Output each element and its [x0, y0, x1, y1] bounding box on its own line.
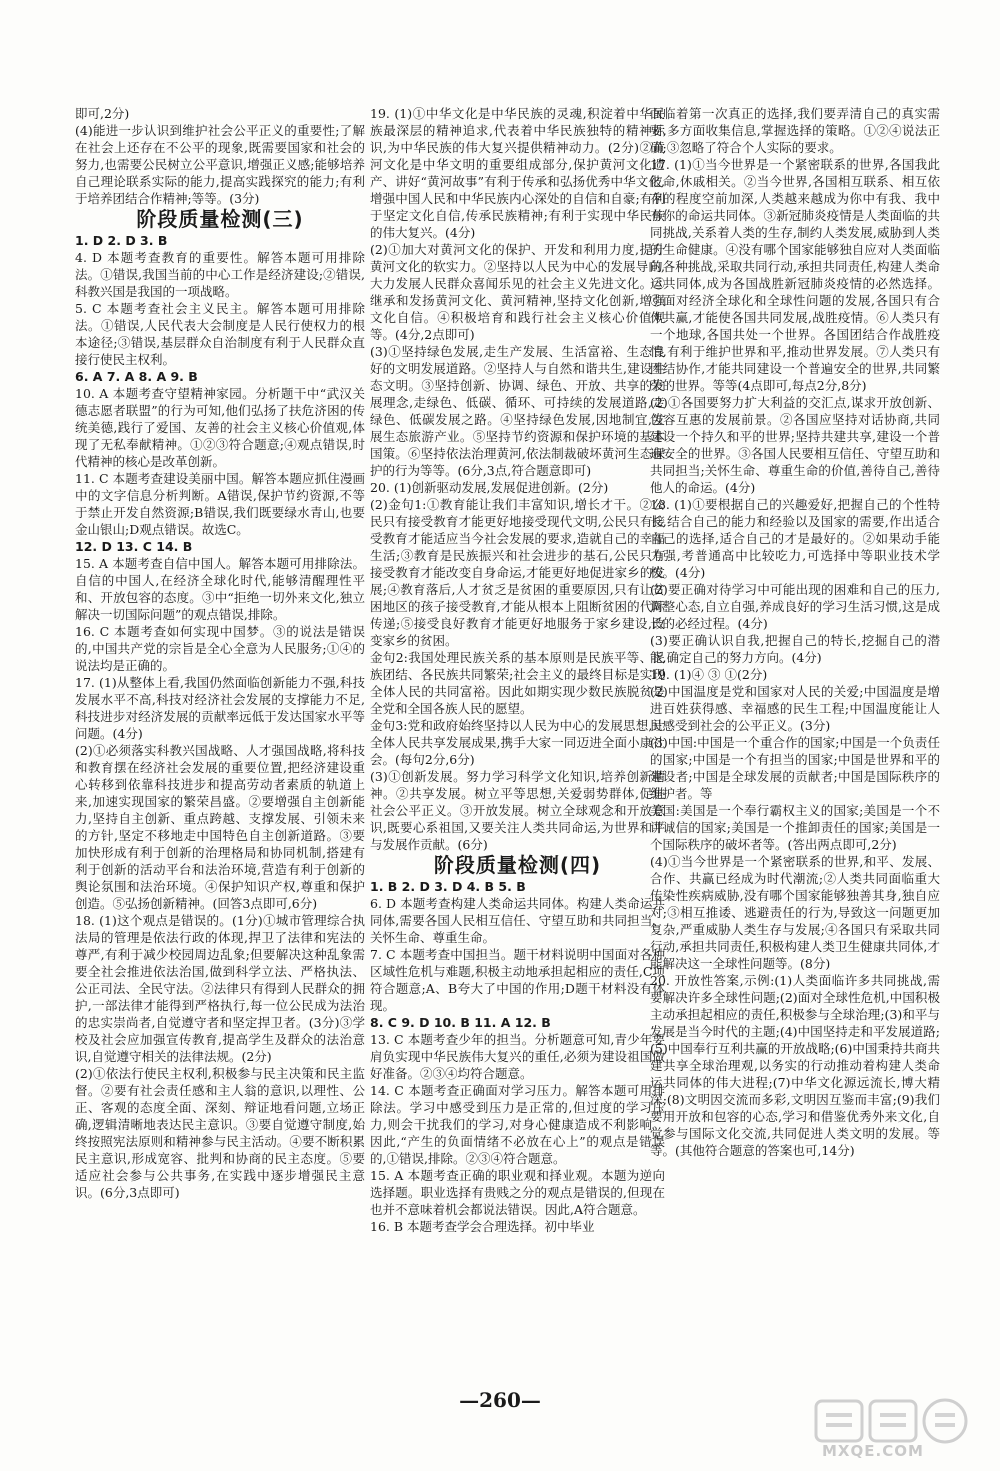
answer-item: 8. C 9. D 10. B 11. A 12. B: [370, 1015, 551, 1030]
answer-item: (2)中国温度是党和国家对人民的关爱;中国温度是增进百姓获得感、幸福感的民生工程;中国温度能让人民感受到社会的公平正义。(3分): [650, 684, 940, 733]
answer-item: 11. C 本题考查建设美丽中国。解答本题应抓住漫画中的文字信息分析判断。A错误,保护节约资源,不等于禁止开发自然资源;B错误,我们既要绿水青山,也要金山银山;D观点错误。故选C。: [75, 471, 365, 537]
answer-item: 18. (1)这个观点是错误的。(1分)①城市管理综合执法局的管理是依法行政的体现,捍卫了法律和宪法的尊严,有利于减少校园周边乱象;但要解决这种乱象需要全社会推进依法治国,做到科学立法、严格执法、公正司法、全民守法。②法律只有得到人民群众的拥护,一部法律才能得到严格执行,每一位公民成为法治的忠实崇尚者,自觉遵守者和坚定捍卫者。(3分)③学校及社会应加强宣传教育,提高学生及群众的法治意识,自觉遵守相关的法律法规。(2分): [75, 913, 365, 1064]
answer-item: 15. A 本题考查自信中国人。解答本题可用排除法。自信的中国人,在经济全球化时代,能够清醒理性平和、开放包容的态度。③中“拒绝一切外来文化,独立解决一切国际问题”的观点错误,排除。: [75, 556, 365, 622]
answer-item: (2)①依法行使民主权利,积极参与民主决策和民主监督。②要有社会责任感和主人翁的意识,以理性、公正、客观的态度全面、深刻、辩证地看问题,立场正确,逻辑清晰地表达民主意识。③要自觉遵守制度,始终按照宪法原则和精神参与民主活动。④要不断积累民主意识,形成宽容、批判和协商的民主态度。⑤要适应社会参与公共事务,在实践中逐步增强民主意识。(6分,3点即可): [75, 1066, 365, 1200]
answer-item: 18. (1)①要根据自己的兴趣爱好,把握自己的个性特长,结合自己的能力和经验以及国家的需要,作出适合自己的选择,适合自己的才是最好的。②如果动手能力强,考普通高中比较吃力,可选择中等职业技术学校。(4分): [650, 497, 940, 580]
answer-item: (2)①加大对黄河文化的保护、开发和利用力度,提升黄河文化的软实力。②坚持以人民为中心的发展导向,大力发展人民群众喜闻乐见的社会主义先进文化。③继承和发扬黄河文化、黄河精神,坚持文化创新,增强文化自信。④积极培育和践行社会主义核心价值观等。(4分,2点即可): [370, 242, 665, 342]
text-paragraph: (4)能进一步认识到维护社会公平正义的重要性;了解在社会上还存在不公平的现象,既需要国家和社会的努力,也需要公民树立公平意识,增强正义感;能够培养自己理论联系实际的能力,提高实践探究的能力;有利于培养团结合作精神;等等。(3分): [75, 123, 365, 206]
answer-item: (4)①当今世界是一个紧密联系的世界,和平、发展、合作、共赢已经成为时代潮流;②人类共同面临重大传染性疾病威胁,没有哪个国家能够独善其身,独自应对;③相互推诿、逃避责任的行为,导致这一问题更加复杂,严重威胁人类生存与发展;④各国只有采取共同行动,承担共同责任,积极构建人类卫生健康共同体,才能解决这一全球性问题等。(8分): [650, 854, 940, 971]
section-title: 阶段质量检测(三): [136, 207, 304, 231]
answer-item: (3)中国:中国是一个重合作的国家;中国是一个负责任的国家;中国是一个有担当的国家;中国是世界和平的建设者;中国是全球发展的贡献者;中国是国际秩序的维护者。等: [650, 735, 940, 801]
answer-item: 金句2:我国处理民族关系的基本原则是民族平等、民族团结、各民族共同繁荣;社会主义的最终目标是实现全体人民的共同富裕。因此如期实现少数民族脱贫是全党和全国各族人民的愿望。: [370, 650, 665, 716]
answer-item: 面临着第一次真正的选择,我们要弄清自己的真实需要,多方面收集信息,掌握选择的策略。①②④说法正确;③忽略了符合个人实际的要求。: [650, 106, 940, 155]
answer-item: 16. B 本题考查学会合理选择。初中毕业: [370, 1219, 595, 1234]
answer-item: 20. (1)创新驱动发展,发展促进创新。(2分): [370, 480, 609, 495]
answer-item: 美国:美国是一个奉行霸权主义的国家;美国是一个不讲诚信的国家;美国是一个推卸责任的国家;美国是一个国际秩序的破坏者等。(答出两点即可,2分): [650, 803, 940, 852]
section-title: 阶段质量检测(四): [433, 853, 602, 877]
answer-item: (2)要正确对待学习中可能出现的困难和自己的压力,调整心态,自立自强,养成良好的学习生活习惯,这是成长的必经过程。(4分): [650, 582, 940, 631]
answer-item: 10. A 本题考查守望精神家园。分析题干中“武汉关德志愿者联盟”的行为可知,他们弘扬了扶危济困的传统美德,践行了爱国、友善的社会主义核心价值观,体现了无私奉献精神。①②③符合题意;④观点错误,时代精神的核心是改革创新。: [75, 386, 365, 469]
answer-item: 1. D 2. D 3. B: [75, 233, 168, 248]
answer-item: 6. D 本题考查构建人类命运共同体。构建人类命运共同体,需要各国人民相互信任、守望互助和共同担当、关怀生命、尊重生命。: [370, 896, 665, 945]
answer-item: 13. C 本题考查少年的担当。分析题意可知,青少年要肩负实现中华民族伟大复兴的重任,必须为建设祖国做好准备。②③④均符合题意。: [370, 1032, 665, 1081]
answer-item: (2)金句1:①教育能让我们丰富知识,增长才干。②公民只有接受教育才能更好地接受现代文明,公民只有接受教育才能适应当今社会发展的要求,造就自己的幸福生活;③教育是民族振兴和社会进步的基石,公民只有接受教育才能改变自身命运,才能更好地促进家乡的发展;④教育落后,人才贫乏是贫困的重要原因,只有让贫困地区的孩子接受教育,才能从根本上阻断贫困的代际传递;⑤接受良好教育才能更好地服务于家乡建设,改变家乡的贫困。: [370, 497, 665, 648]
answer-item: 17. (1)①当今世界是一个紧密联系的世界,各国我此彼命,休戚相关。②当今世界,各国相互联系、相互依存的程度空前加深,人类越来越成为你中有我、我中有你的命运共同体。③新冠肺炎疫情是人类面临的共同挑战,关系着人类的生存,制约人类发展,威胁到人类的生命健康。④没有哪个国家能够独自应对人类面临的各种挑战,采取共同行动,承担共同责任,构建人类命运共同体,成为各国战胜新冠肺炎疫情的必然选择。⑤面对经济全球化和全球性问题的发展,各国只有合作共赢,才能使各国共同发展,战胜疫情。⑥人类只有一个地球,各国共处一个世界。各国团结合作战胜疫情,有利于维护世界和平,推动世界发展。⑦人类只有团结协作,才能共同建设一个普遍安全的世界,共同繁荣的世界。等等(4点即可,每点2分,8分): [650, 157, 940, 393]
answer-item: (2)①各国要努力扩大利益的交汇点,谋求开放创新、包容互惠的发展前景。②各国应坚持对话协商,共同建设一个持久和平的世界;坚持共建共享,建设一个普遍安全的世界。③各国人民要相互信任、守望互助和共同担当;关怀生命、尊重生命的价值,善待自己,善待他人的命运。(4分): [650, 395, 940, 495]
answer-item: 金句3:党和政府始终坚持以人民为中心的发展思想,让全体人民共享发展成果,携手大家一同迈进全面小康社会。(每句2分,6分): [370, 718, 665, 767]
answer-item: 15. A 本题考查正确的职业观和择业观。本题为逆向选择题。职业选择有贵贱之分的观点是错误的,但现在也并不意味着机会都说法错误。因此,A符合题意。: [370, 1168, 665, 1217]
answer-item: (3)要正确认识自我,把握自己的特长,挖掘自己的潜能,确定自己的努力方向。(4分): [650, 633, 940, 665]
answer-item: (3)①创新发展。努力学习科学文化知识,培养创新精神。②共享发展。树立平等思想,关爱弱势群体,促进社会公平正义。③开放发展。树立全球观念和开放意识,既要心系祖国,又要关注人类共同命运,为世界和平与发展作贡献。(6分): [370, 769, 665, 852]
answer-item: (2)①必须落实科教兴国战略、人才强国战略,将科技和教育摆在经济社会发展的重要位置,把经济建设重心转移到依靠科技进步和提高劳动者素质的轨道上来,加速实现国家的繁荣昌盛。②要增强自主创新能力,坚持自主创新、重点跨越、支撑发展、引领未来的方针,坚定不移地走中国特色自主创新道路。③要加快形成有利于创新的治理格局和协同机制,搭建有利于创新的活动平台和法治环境,营造有利于创新的舆论氛围和法治环境。④保护知识产权,尊重和保护创造。⑤弘扬创新精神。(回答3点即可,6分): [75, 743, 365, 911]
answer-item: 17. (1)从整体上看,我国仍然面临创新能力不强,科技发展水平不高,科技对经济社会发展的支撑能力不足,科技进步对经济发展的贡献率远低于发达国家水平等问题。(4分): [75, 675, 365, 741]
answer-item: 5. C 本题考查社会主义民主。解答本题可用排除法。①错误,人民代表大会制度是人民行使权力的根本途径;③错误,基层群众自治制度有利于人民群众直接行使民主权利。: [75, 301, 365, 367]
answer-item: 4. D 本题考查教育的重要性。解答本题可用排除法。①错误,我国当前的中心工作是经济建设;②错误,科教兴国是我国的一项战略。: [75, 250, 365, 299]
answer-item: 1. B 2. D 3. D 4. B 5. B: [370, 879, 526, 894]
answer-item: (3)①坚持绿色发展,走生产发展、生活富裕、生态良好的文明发展道路。②坚持人与自然和谐共生,建设生态文明。③坚持创新、协调、绿色、开放、共享的发展理念,走绿色、低碳、循环、可持续的发展道路,走绿色、低碳发展之路。④坚持绿色发展,因地制宜,发展生态旅游产业。⑤坚持节约资源和保护环境的基本国策。⑥坚持依法治理黄河,依法制裁破坏黄河生态保护的行为等等。(6分,3点,符合题意即可): [370, 344, 665, 478]
watermark-url: MXQE.COM: [822, 1442, 924, 1460]
page-number: —260—: [459, 1388, 541, 1412]
answer-item: 20. 开放性答案,示例:(1)人类面临许多共同挑战,需要解决许多全球性问题;(2)面对全球性危机,中国积极主动承担起相应的责任,积极参与全球治理;(3)和平与发展是当今时代的主题;(4)中国坚持走和平发展道路;(5)中国奉行互利共赢的开放战略;(6)中国秉持共商共建共享全球治理观,以务实的行动推动着构建人类命运共同体的伟大进程;(7)中华文化源远流长,博大精深;(8)文明因交流而多彩,文明因互鉴而丰富;(9)我们要用开放和包容的心态,学习和借鉴优秀外来文化,自觉参与国际文化交流,共同促进人类文明的发展。等等。(其他符合题意的答案也可,14分): [650, 973, 940, 1158]
answer-item: 7. C 本题考查中国担当。题干材料说明中国面对各种区域性危机与难题,积极主动地承担起相应的责任,C项符合题意;A、B夸大了中国的作用;D题干材料没有体现。: [370, 947, 665, 1013]
column-right: [650, 105, 940, 1159]
answer-item: 12. D 13. C 14. B: [75, 539, 193, 554]
answer-item: 19. (1)①中华文化是中华民族的灵魂,积淀着中华民族最深层的精神追求,代表着中华民族独特的精神标识,为中华民族的伟大复兴提供精神动力。(2分)②黄河文化是中华文明的重要组成部分,保护黄河文化遗产、讲好“黄河故事”有利于传承和弘扬优秀中华文化,增强中国人民和中华民族内心深处的自信和自豪;有利于坚定文化自信,传承民族精神;有利于实现中华民族的伟大复兴。(4分): [370, 106, 665, 240]
answer-item: 19. (1)④ ③ ①(2分): [650, 667, 768, 682]
column-middle: [370, 105, 665, 1235]
answer-item: 14. C 本题考查正确面对学习压力。解答本题可用排除法。学习中感受到压力是正常的,但过度的学习压力,则会干扰我们的学习,对身心健康造成不利影响。因此,“产生的负面情绪不必放在心上”的观点是错误的,①错误,排除。②③④符合题意。: [370, 1083, 665, 1166]
answer-item: 6. A 7. A 8. A 9. B: [75, 369, 198, 384]
column-left: [75, 105, 365, 1201]
answer-item: 16. C 本题考查如何实现中国梦。③的说法是错误的,中国共产党的宗旨是全心全意为人民服务;①④的说法均是正确的。: [75, 624, 365, 673]
text-line: 即可,2分): [75, 106, 130, 121]
